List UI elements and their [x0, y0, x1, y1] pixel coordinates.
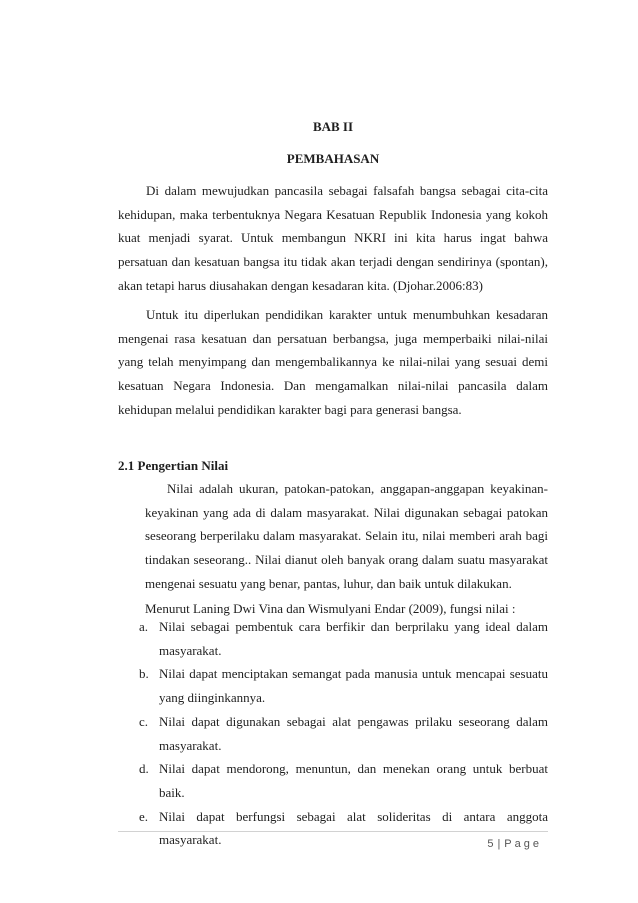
list-item-text: Nilai dapat mendorong, menuntun, dan menekan orang untuk berbuat baik.: [159, 761, 548, 800]
list-marker: e.: [139, 808, 149, 824]
list-marker: a.: [139, 619, 149, 634]
body-paragraph-2: Untuk itu diperlukan pendidikan karakter untuk menumbuhkan kesadaran mengenai rasa kesatuan dan persatuan berbangsa, juga memperbaiki nilai-nilai yang telah menyimpang dan mengembalikannya ke nilai-nilai yang sesuai demi kesatuan Negara Indonesia. Dan mengamalkan nilai-nilai pancasila dalam kehidupan melalui pendidikan karakter bagi para generasi bangsa.: [118, 307, 548, 417]
section-heading: 2.1 Pengertian Nilai: [118, 458, 229, 473]
footer-divider: [118, 831, 548, 832]
list-item: [139, 757, 548, 804]
page-footer: [487, 838, 542, 850]
chapter-title: PEMBAHASAN: [286, 151, 380, 166]
list-marker: b.: [139, 666, 149, 682]
list-item-text: Nilai dapat berfungsi sebagai alat solideritas di antara anggota masyarakat.: [159, 808, 548, 848]
body-paragraph-1: Di dalam mewujudkan pancasila sebagai falsafah bangsa sebagai cita-cita kehidupan, maka terbentuknya Negara Kesatuan Republik Indonesia yang kokoh kuat menjadi syarat. Untuk membangun NKRI ini kita harus ingat bahwa persatuan dan kesatuan bangsa itu tidak akan terjadi dengan sendirinya (spontan), akan tetapi harus diusahakan dengan kesadaran kita. (Djohar.2006:83): [118, 183, 548, 293]
list-item-text: Nilai dapat digunakan sebagai alat pengawas prilaku seseorang dalam masyarakat.: [159, 713, 548, 753]
chapter-label: BAB II: [312, 119, 354, 134]
list-item: [139, 662, 548, 709]
list-marker: c.: [139, 713, 149, 729]
function-list: [139, 615, 548, 852]
section-paragraph-2: Menurut Laning Dwi Vina dan Wismulyani Endar (2009), fungsi nilai :: [145, 601, 516, 616]
list-marker: d.: [139, 761, 149, 777]
list-item-text: Nilai dapat menciptakan semangat pada manusia untuk mencapai sesuatu yang diinginkannya.: [159, 666, 548, 706]
list-item: [139, 615, 548, 662]
list-item: [139, 710, 548, 757]
page-number: 5: [487, 838, 494, 850]
list-item-text: Nilai sebagai pembentuk cara berfikir dan berprilaku yang ideal dalam masyarakat.: [159, 619, 548, 658]
section-paragraph-1: Nilai adalah ukuran, patokan-patokan, anggapan-anggapan keyakinan-keyakinan yang ada di dalam masyarakat. Nilai digunakan sebagai patokan seseorang berperilaku dalam masyarakat. Selain itu, nilai memberi arah bagi tindakan seseorang.. Nilai dianut oleh banyak orang dalam suatu masyarakat mengenai sesuatu yang benar, pantas, luhur, dan baik untuk dilakukan.: [145, 481, 548, 591]
footer-separator: |: [497, 838, 501, 850]
page-label: Page: [504, 838, 542, 850]
